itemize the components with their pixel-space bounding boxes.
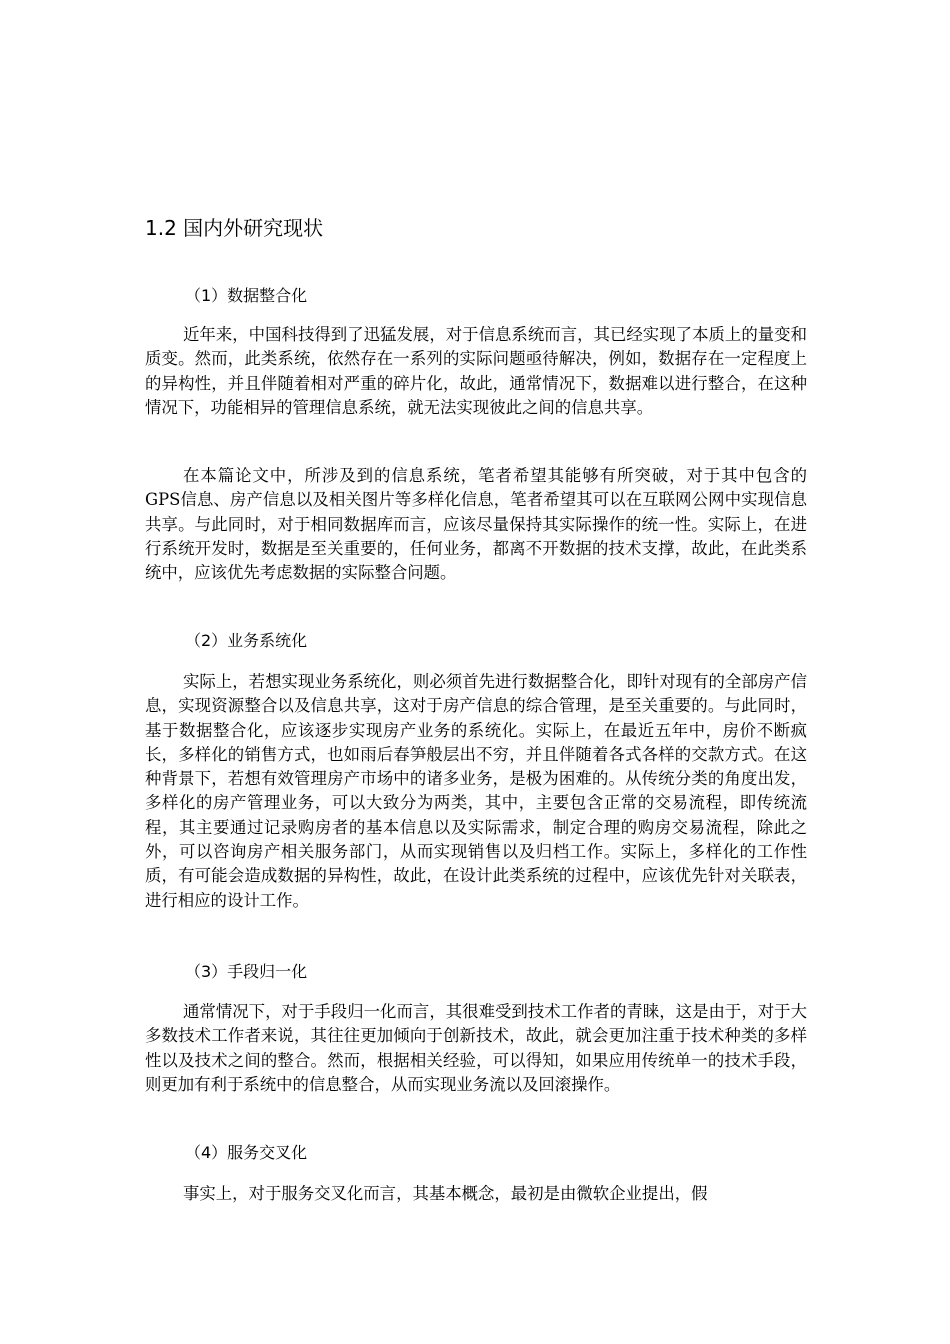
paragraph: 事实上，对于服务交叉化而言，其基本概念，最初是由微软企业提出，假 (183, 1184, 708, 1203)
paragraph: 近年来，中国科技得到了迅猛发展，对于信息系统而言，其已经实现了本质上的量变和质变。然而，此类系统，依然存在一系列的实际问题亟待解决，例如，数据存在一定程度上的异构性，并且伴随着相对严重的碎片化，故此，通常情况下，数据难以进行整合，在这种情况下，功能相异的管理信息系统，就无法实现彼此之间的信息共享。 (145, 325, 807, 417)
subsection-title-method-unification: （3）手段归一化 (185, 962, 308, 981)
paragraph: 在本篇论文中，所涉及到的信息系统，笔者希望其能够有所突破，对于其中包含的GPS信息、房产信息以及相关图片等多样化信息，笔者希望其可以在互联网公网中实现信息共享。与此同时，对于相同数据库而言，应该尽量保持其实际操作的统一性。实际上，在进行系统开发时，数据是至关重要的，任何业务，都离不开数据的技术支撑，故此，在此类系统中，应该优先考虑数据的实际整合问题。 (145, 466, 807, 583)
section-heading: 1.2 国内外研究现状 (145, 216, 324, 240)
subsection-title-business-systemization: （2）业务系统化 (185, 631, 308, 650)
paragraph: 实际上，若想实现业务系统化，则必须首先进行数据整合化，即针对现有的全部房产信息，实现资源整合以及信息共享，这对于房产信息的综合管理，是至关重要的。与此同时，基于数据整合化，应该逐步实现房产业务的系统化。实际上，在最近五年中，房价不断疯长，多样化的销售方式，也如雨后春笋般层出不穷，并且伴随着各式各样的交款方式。在这种背景下，若想有效管理房产市场中的诸多业务，是极为困难的。从传统分类的角度出发，多样化的房产管理业务，可以大致分为两类，其中，主要包含正常的交易流程，即传统流程，其主要通过记录购房者的基本信息以及实际需求，制定合理的购房交易流程，除此之外，可以咨询房产相关服务部门，从而实现销售以及归档工作。实际上，多样化的工作性质，有可能会造成数据的异构性，故此，在设计此类系统的过程中，应该优先针对关联表，进行相应的设计工作。 (145, 672, 807, 910)
paragraph: 通常情况下，对于手段归一化而言，其很难受到技术工作者的青睐，这是由于，对于大多数技术工作者来说，其往往更加倾向于创新技术，故此，就会更加注重于技术种类的多样性以及技术之间的整合。然而，根据相关经验，可以得知，如果应用传统单一的技术手段，则更加有利于系统中的信息整合，从而实现业务流以及回滚操作。 (145, 1002, 807, 1094)
subsection-title-data-integration: （1）数据整合化 (185, 286, 308, 305)
subsection-title-service-crossover: （4）服务交叉化 (185, 1143, 308, 1162)
